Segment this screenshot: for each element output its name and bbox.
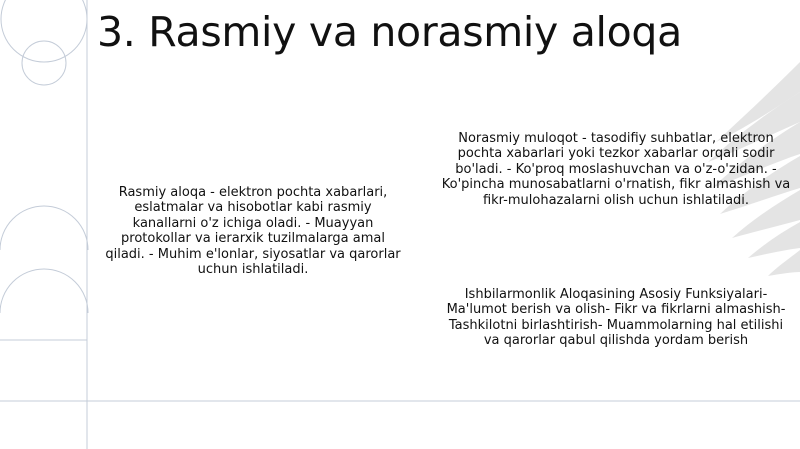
decor-circle-small bbox=[22, 41, 66, 85]
informal-communication-text: Norasmiy muloqot - tasodifiy suhbatlar, elektron pochta xabarlari yoki tezkor xabarlar orqali sodir bo'ladi. - Ko'proq moslashuvchan va o'z-o'zidan. - Ko'pincha munosabatlarni o'rnatish, fikr almashish va fikr-mulohazalarni olish uchun ishlatiladi. bbox=[441, 131, 791, 208]
slide-title: 3. Rasmiy va norasmiy aloqa bbox=[97, 8, 682, 56]
business-communication-functions-text: Ishbilarmonlik Aloqasining Asosiy Funksiyalari- Ma'lumot berish va olish- Fikr va fikrlarni almashish- Tashkilotni birlashtirish- Muammolarning hal etilishi va qarorlar qabul qilishda yordam berish bbox=[446, 287, 786, 349]
decor-arch-lower bbox=[0, 269, 88, 313]
decor-arch-upper bbox=[0, 206, 88, 250]
formal-communication-text: Rasmiy aloqa - elektron pochta xabarlari, eslatmalar va hisobotlar kabi rasmiy kanallarni o'z ichiga oladi. - Muayyan protokollar va ierarxik tuzilmalarga amal qiladi. - Muhim e'lonlar, siyosatlar va qarorlar uchun ishlatiladi. bbox=[105, 185, 401, 278]
decor-circle-large bbox=[1, 0, 87, 62]
